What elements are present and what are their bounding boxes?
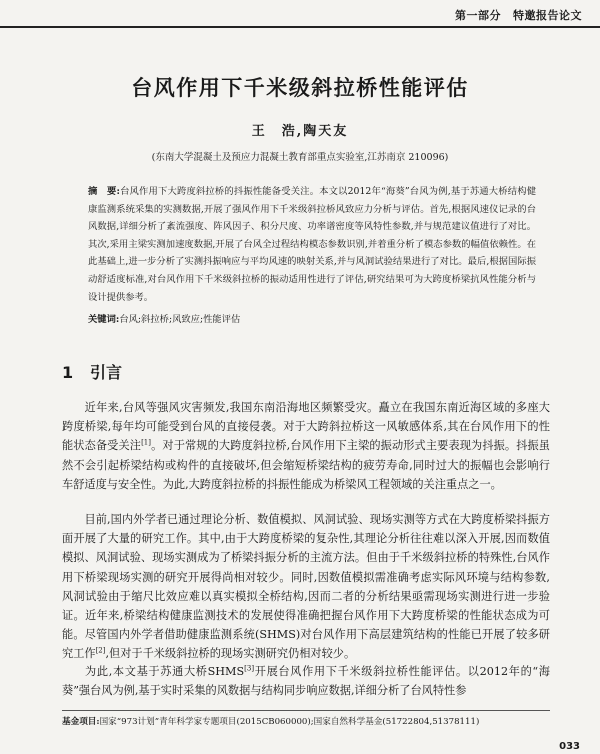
citation-ref[interactable]: [2] (95, 646, 106, 655)
section-number: 1 (62, 363, 74, 382)
section-heading (62, 360, 122, 383)
paper-title: 台风作用下千米级斜拉桥性能评估 (131, 76, 469, 100)
footnote-divider (62, 710, 550, 711)
keywords-label: 关键词: (88, 314, 120, 325)
paper-authors: 王 浩,陶天友 (251, 124, 349, 139)
header-section: 特邀报告论文 (513, 9, 582, 22)
paper-affiliation: (东南大学混凝土及预应力混凝土教育部重点实验室,江苏南京 210096) (151, 152, 449, 163)
abstract-label: 摘 要: (88, 186, 120, 197)
abstract-text: 台风作用下大跨度斜拉桥的抖振性能备受关注。本文以2012年“海葵”台风为例,基于苏通大桥结构健康监测系统采集的实测数据,开展了强风作用下千米级斜拉桥风致应力分析与评估。首先,根据风速仪记录的台风数据,详细分析了紊流强度、阵风因子、积分尺度、功率谱密度等风特性参数,并与规范建议值进行了对比。其次,采用主梁实测加速度数据,开展了台风全过程结构模态参数识别,并着重分析了模态参数的幅值依赖性。在此基础上,进一步分析了实测抖振响应与平均风速的映射关系,并与风洞试验结果进行了对比。最后,根据国际振动舒适度标准,对台风作用下千米级斜拉桥的振动适用性进行了评估,研究结果可为大跨度桥梁抗风性能分析与设计提供参考。 (88, 186, 537, 303)
keywords-text: 台风;斜拉桥;风致应;性能评估 (119, 314, 241, 325)
body-paragraph-3: 为此,本文基于苏通大桥SHMS[3]开展台风作用下千米级斜拉桥性能评估。以2012年的“海葵”强台风为例,基于实时采集的风数据与结构同步响应数据,详细分析了台风特性参 (62, 664, 550, 698)
header-part: 第一部分 (455, 9, 501, 22)
page-number: 033 (559, 741, 580, 752)
citation-ref[interactable]: [1] (141, 438, 151, 447)
running-header (0, 0, 600, 28)
footnote-text: 国家“973计划”青年科学家专题项目(2015CB060000);国家自然科学基金(51722804,51378111) (99, 717, 480, 727)
footnote-label: 基金项目: (62, 717, 100, 727)
keywords (88, 311, 536, 328)
abstract (88, 183, 536, 306)
running-header-text (455, 7, 582, 23)
body-paragraph-2: 目前,国内外学者已通过理论分析、数值模拟、风洞试验、现场实测等方式在大跨度桥梁抖振方面开展了大量的研究工作。其中,由于大跨度桥梁的复杂性,其理论分析往往难以深入开展,因而数值模拟、风洞试验、现场实测成为了桥梁抖振分析的主流方法。但由于千米级斜拉桥的特殊性,台风作用下桥梁现场实测的研究开展得尚相对较少。同时,因数值模拟需准确考虑实际风环境与结构参数,风洞试验由于缩尺比效应难以真实模拟全桥结构,因而二者的分析结果亟需现场实测进行进一步验证。近年来,桥梁结构健康监测技术的发展使得准确把握台风作用下大跨度桥梁的性能状态成为可能。尽管国内外学者借助健康监测系统(SHMS)对台风作用下高层建筑结构的性能已开展了较多研究工作[2],但对于千米级斜拉桥的现场实测研究仍相对较少。 (62, 513, 550, 661)
section-title: 引言 (90, 363, 123, 382)
body-paragraph-1: 近年来,台风等强风灾害频发,我国东南沿海地区频繁受灾。矗立在我国东南近海区域的多座大跨度桥梁,每年均可能受到台风的直接侵袭。对于大跨斜拉桥这一风敏感体系,其在台风作用下的性能状态备受关注[1]。对于常规的大跨度斜拉桥,台风作用下主梁的振动形式主要表现为抖振。抖振虽然不会引起桥梁结构或构件的直接破坏,但会缩短桥梁结构的疲劳寿命,同时过大的振幅也会影响行车舒适度与安全性。为此,大跨度斜拉桥的抖振性能成为桥梁风工程领域的关注重点之一。 (62, 401, 550, 491)
citation-ref[interactable]: [3] (244, 664, 255, 673)
funding-footnote (62, 716, 562, 728)
